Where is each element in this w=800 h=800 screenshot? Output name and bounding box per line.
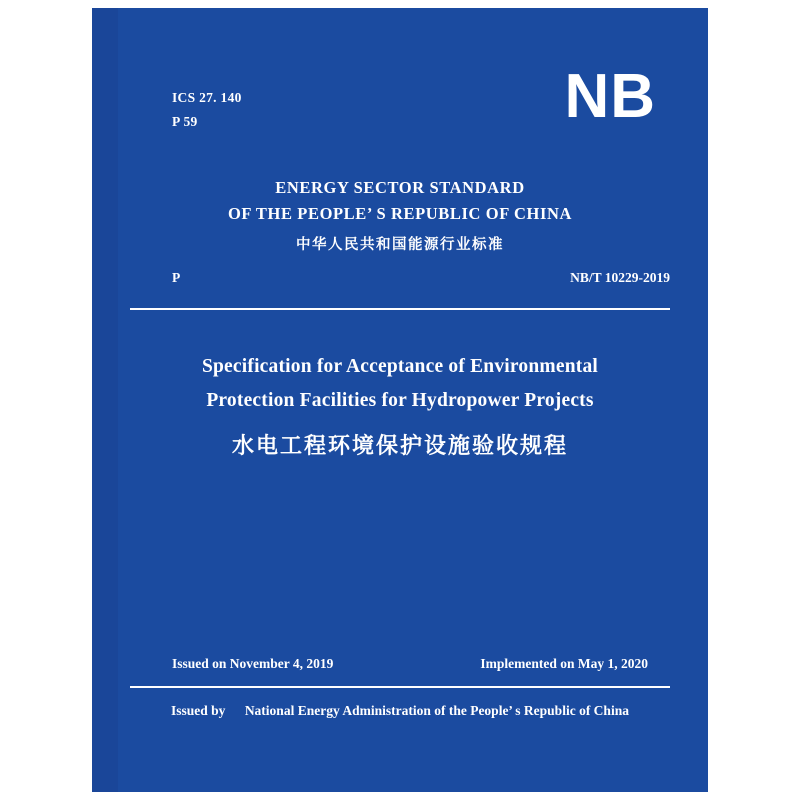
classification-code: P 59 — [172, 113, 198, 129]
standard-type-line-zh: 中华人民共和国能源行业标准 — [296, 237, 504, 253]
title-en-line-1: Specification for Acceptance of Environmental — [201, 356, 599, 377]
standard-code-row — [172, 270, 670, 286]
divider-top — [130, 308, 670, 310]
implemented-date: Implemented on May 1, 2020 — [480, 656, 648, 671]
ics-number: ICS 27. 140 — [172, 90, 242, 105]
issued-date: Issued on November 4, 2019 — [172, 656, 334, 671]
document-title-block — [142, 350, 658, 460]
standard-number: NB/T 10229-2019 — [570, 270, 670, 285]
divider-bottom — [130, 686, 670, 688]
dates-row — [172, 656, 648, 672]
title-zh: 水电工程环境保护设施验收规程 — [231, 434, 568, 460]
ics-classification-block — [172, 86, 242, 133]
title-en-line-2: Protection Facilities for Hydropower Projects — [206, 390, 594, 412]
issuing-body-block — [92, 178, 708, 254]
standard-type-line-2: OF THE PEOPLE’ S REPUBLIC OF CHINA — [227, 204, 573, 223]
issuer-row — [92, 703, 708, 719]
cover-spine-strip — [92, 8, 118, 792]
category-letter: P — [172, 270, 181, 285]
nb-logo: NB — [564, 62, 656, 131]
issued-by-organization: National Energy Administration of the People’ s Republic of China — [244, 703, 629, 718]
standard-type-line-1: ENERGY SECTOR STANDARD — [275, 178, 525, 197]
issued-by-label: Issued by — [171, 703, 226, 718]
standard-cover — [92, 8, 708, 792]
